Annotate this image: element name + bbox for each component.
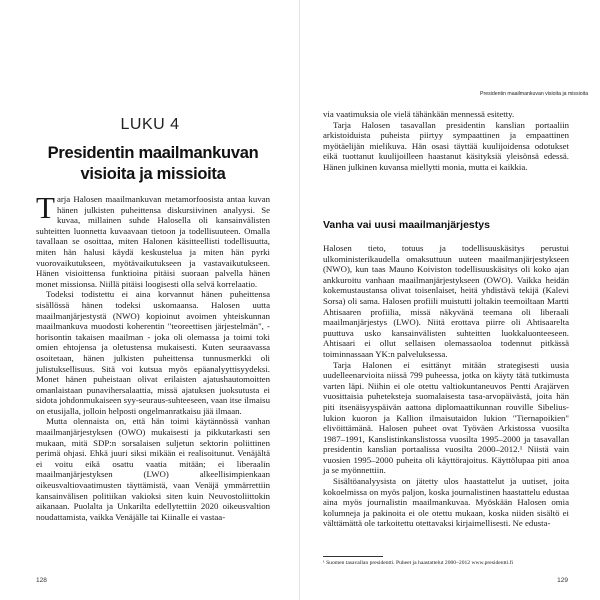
chapter-title: Presidentin maailmankuvan visioita ja missioita xyxy=(47,144,259,183)
paragraph: Mutta olennaista on, että hän toimi käytännössä vanhan maailmanjärjestyksen (OWO) mukaisesti ja pikkutarkasti sen mukaan, mitä SDP:n sorsalaisen suljetun sektorin poliittinen perimä ohjasi. Ehkä juuri siksi mikään ei realisoitunut. Venäjältä ei voitu eikä osattu vaatia mitään; ei liberaalin maailmanjärjestyksen (LWO) alkeellisimpienkaan oikeusvaltiovaatimusten täyttämistä, vaan Venäjä ymmärrettiin kansainvälisen politiikan vakioksi siten kuin Neuvostoliittokin aikanaan. Puolalta ja Unkarilta edellytettiin 2020 oikeusvaltion noudattamista, vaikka Venäjälle tai Kiinalle ei vastaa- xyxy=(36,416,270,522)
paragraph: Tarja Halosen maailmankuvan metamorfoosista antaa kuvan hänen julkisten puheittensa diskursiivinen analyysi. Se kuvaa, millainen suhde Halosella oli kansainvälisten suhteitten luonnetta kuvaavaan tietoon ja todellisuuteen. Omalla tavallaan se osoittaa, miten Halonen käsitteellisti todellisuutta, miten hän halusi käydä keskustelua ja miten hän pyrki vuorovaikutukseen, myötävaikutukseen ja vastavaikutukseen. Hänen visioittensa funktioina pitäisi suoraan palvella hänen monet missionsa. Niillä pitäisi loogisesti olla selvä korrelaatio. xyxy=(36,190,270,289)
footnote-rule xyxy=(323,556,383,557)
right-page xyxy=(300,0,600,600)
running-header: Presidentin maailmankuvan visioita ja missioita xyxy=(480,91,589,97)
right-top-text xyxy=(323,109,569,173)
chapter-label: LUKU 4 xyxy=(120,116,180,133)
right-main-text xyxy=(323,243,569,529)
page-number-left: 128 xyxy=(36,577,47,584)
left-body-text xyxy=(36,190,270,522)
paragraph: Todeksi todistettu ei aina korvannut hänen puheittensa sisällössä hänen todeksi uskomaansa. Halosen uutta maailmanjärjestystä (NWO) kopioinut avoimen yhteiskunnan maailmankuva muodosti koherentin "teoreettisen järjestelmän", - horisontin takaisen maailman - joka oli olemassa ja toimi toki omien ehtojensa ja oletustensa mukaisesti. Kuten seuraavassa osoitetaan, hänen julkisten puheittensa tunnusmerkki oli julistuksellisuus. Sitä voi kutsua myös epäanalyyttisyydeksi. Monet hänen puheistaan olivat erilaisten ajatushautomoitten omanlaistaan punavihersalaattia, missä ajatuksen juoksutusta ei sidota johdonmukaiseen syy-seuraus-suhteeseen, vaan itse ilmaisu on etusijalla, jolloin helposti ongelmanratkaisu jää ilmaan. xyxy=(36,289,270,416)
page-number-right: 129 xyxy=(557,577,568,584)
paragraph: Halosen tieto, totuus ja todellisuuskäsitys perustui ulkoministerikaudella omaksuttuun uuteen maailmanjärjestykseen (NWO), kun taas Mauno Koiviston todellisuuskäsitys oli koko ajan ankkuroitu vanhaan maailmanjärjestykseen (OWO). Vaikka heidän kokemustaustansa olivat toisenlaiset, heitä yhdistävä tekijä (Kalevi Sorsa) oli sama. Halosen profiili muistutti joltakin teemoiltaan Martti Ahtisaaren profiilia, missä näkyvänä teemana oli liberaali maailmanjärjestys (LWO). Niitä erottava piirre oli Ahtisaarelta puuttuva usko kansainvälisten suhteitten luokkaluonteeseen. Ahtisaari ei ollut sellaisen olemassaoloa todennut pitkässä toiminnassaan YK:n palveluksessa. xyxy=(323,243,569,359)
paragraph: Sisältöanalyysista on jätetty ulos haastattelut ja uutiset, joita kokoelmissa on myös paljon, koska journalistinen haastattelu edustaa aina myös journalistin maailmankuvaa. Myöskään Halosen omia kolumneja ja pakinoita ei ole otettu mukaan, koska niiden sisältö ei välttämättä ole tarkoitettu otettavaksi kirjaimellisesti. Ne edusta- xyxy=(323,476,569,529)
paragraph: Tarja Halosen tasavallan presidentin kanslian portaaliin arkistoiduista puheista piirtyy sympaattinen ja empaattinen myötäelijän mielikuva. Hän osasi täyttää kuulijoidensa odotukset eikä tuottanut kuulijoilleen haastanut käsityksiä yleisönsä edessä. Hänen julkinen kuvansa miellytti monia, mutta ei kaikkia. xyxy=(323,119,569,172)
paragraph: via vaatimuksia ole vielä tähänkään mennessä esitetty. xyxy=(323,109,515,119)
footnote: ¹ Suomen tasavallan presidentti. Puheet ja haastattelut 2000–2012 www.presidentti.fi xyxy=(323,560,514,566)
paragraph: Tarja Halonen ei esittänyt mitään strategisesti uusia uudelleenarvioita niissä 799 puheessa, jotka on käyty tätä tutkimusta varten läpi. Niihin ei ole otettu valtiokuntaneuvos Pentti Arajärven vuosittaisia puheteksteja suomalaisesta tasa-arvopäivästä, joita hän piti itsenäisyyspäivän aattona diplomaattikunnan rouville Sibelius-lukion kuoron ja Kallion ilmaisutaidon lukion "Tiernapoikien" elivöittämänä. Halosen puheet ovat Työväen Arkistossa vuosilta 1987–1991, Kanslistinkanslistossa vuosilta 1995–2000 ja tasavallan presidentin kanslian portaalissa vuosilta 2000–2012.¹ Niistä vain vuosien 1995–2000 puheita oli käyttörajoitus. Käyttölupaa piti anoa ja se myönnettiin. xyxy=(323,359,569,476)
section-heading: Vanha vai uusi maailmanjärjestys xyxy=(323,219,490,231)
